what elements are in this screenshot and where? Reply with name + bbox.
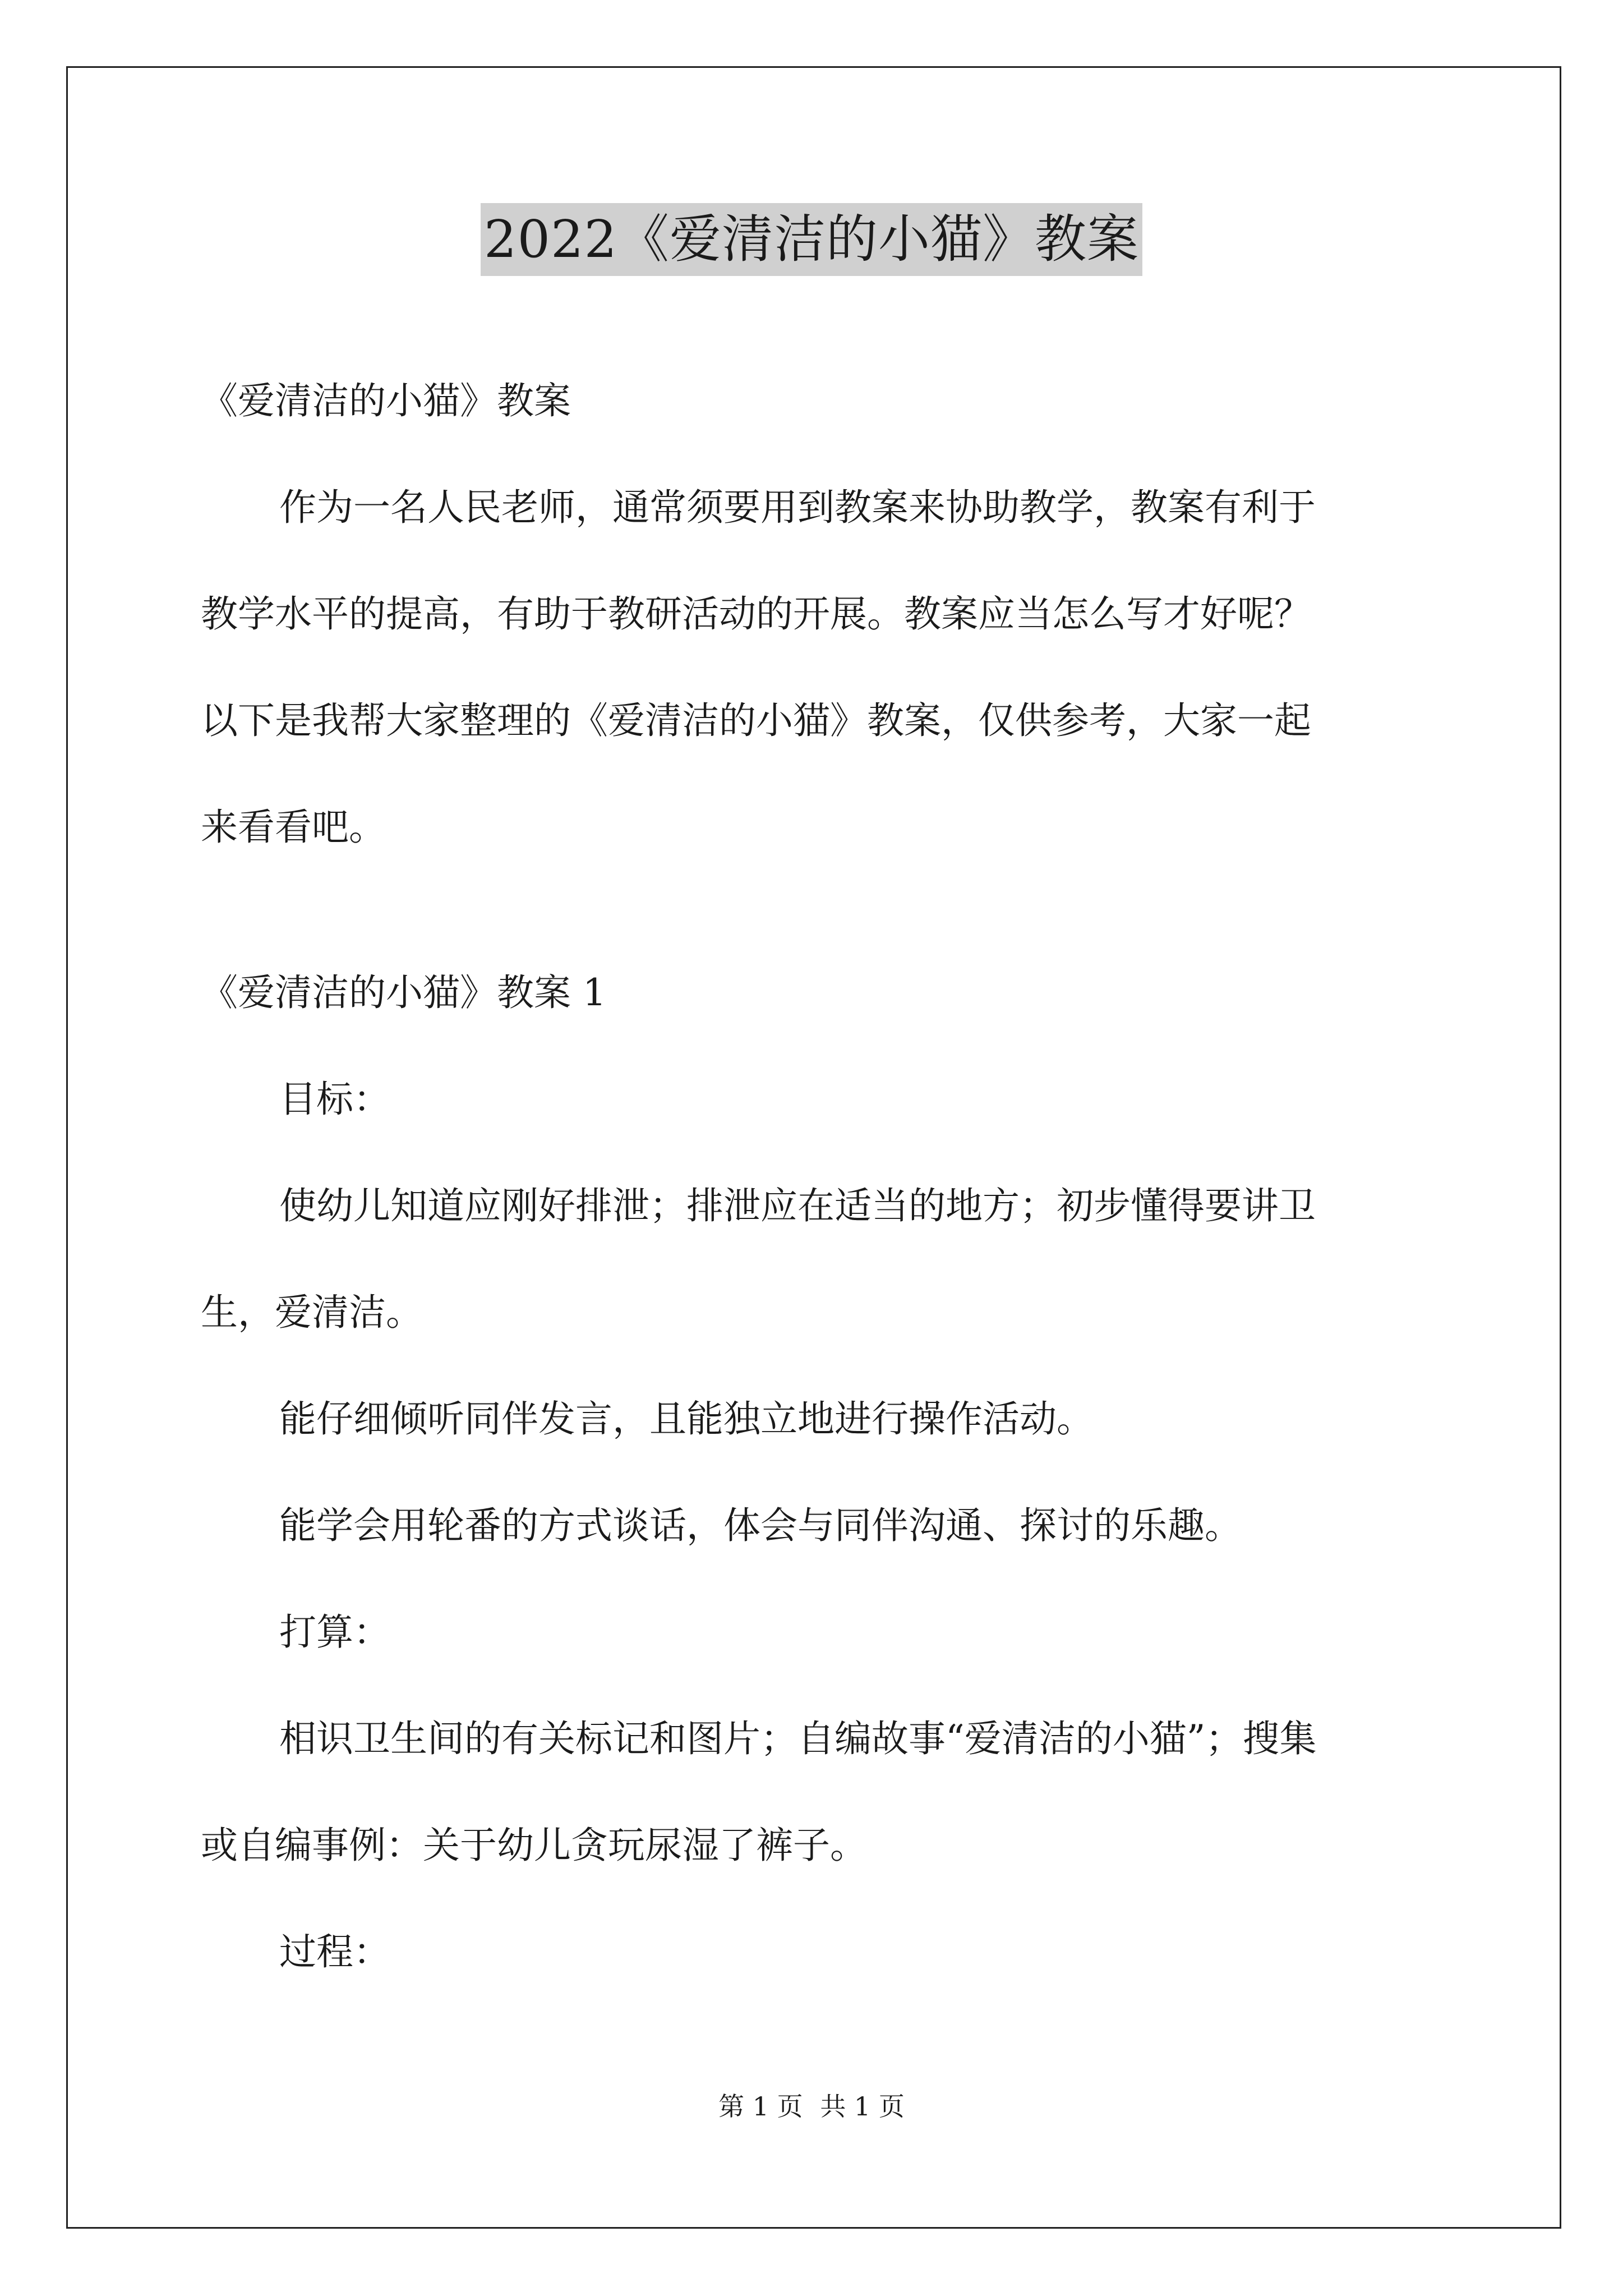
title-container — [0, 203, 1623, 276]
intro-line: 作为一名人民老师，通常须要用到教案来协助教学，教案有利于 — [279, 486, 1316, 529]
intro-line: 来看看吧。 — [201, 806, 386, 849]
prep-line: 相识卫生间的有关标记和图片；自编故事“爱清洁的小猫”；搜集 — [279, 1717, 1317, 1760]
prep-line: 或自编事例：关于幼儿贪玩尿湿了裤子。 — [201, 1824, 867, 1867]
document-title: 2022《爱清洁的小猫》教案 — [481, 203, 1142, 276]
section-heading: 《爱清洁的小猫》教案 1 — [201, 971, 606, 1014]
page-footer — [0, 2090, 1623, 2123]
subtitle: 《爱清洁的小猫》教案 — [201, 379, 571, 422]
prep-label: 打算： — [279, 1611, 390, 1654]
goal-line: 生，爱清洁。 — [201, 1291, 423, 1334]
goal-item: 能学会用轮番的方式谈话，体会与同伴沟通、探讨的乐趣。 — [279, 1504, 1242, 1547]
intro-line: 教学水平的提高，有助于教研活动的开展。教案应当怎么写才好呢？ — [201, 592, 1311, 636]
page-total: 共 1 页 — [820, 2091, 905, 2122]
page-number: 第 1 页 — [718, 2091, 803, 2122]
document-body — [201, 348, 1435, 2005]
process-label: 过程： — [279, 1930, 390, 1973]
intro-line: 以下是我帮大家整理的《爱清洁的小猫》教案，仅供参考，大家一起 — [201, 699, 1311, 742]
goal-label: 目标： — [279, 1078, 390, 1121]
goal-item: 能仔细倾听同伴发言，且能独立地进行操作活动。 — [279, 1397, 1094, 1441]
spacer — [201, 881, 1435, 940]
goal-line: 使幼儿知道应刚好排泄；排泄应在适当的地方；初步懂得要讲卫 — [279, 1184, 1316, 1227]
